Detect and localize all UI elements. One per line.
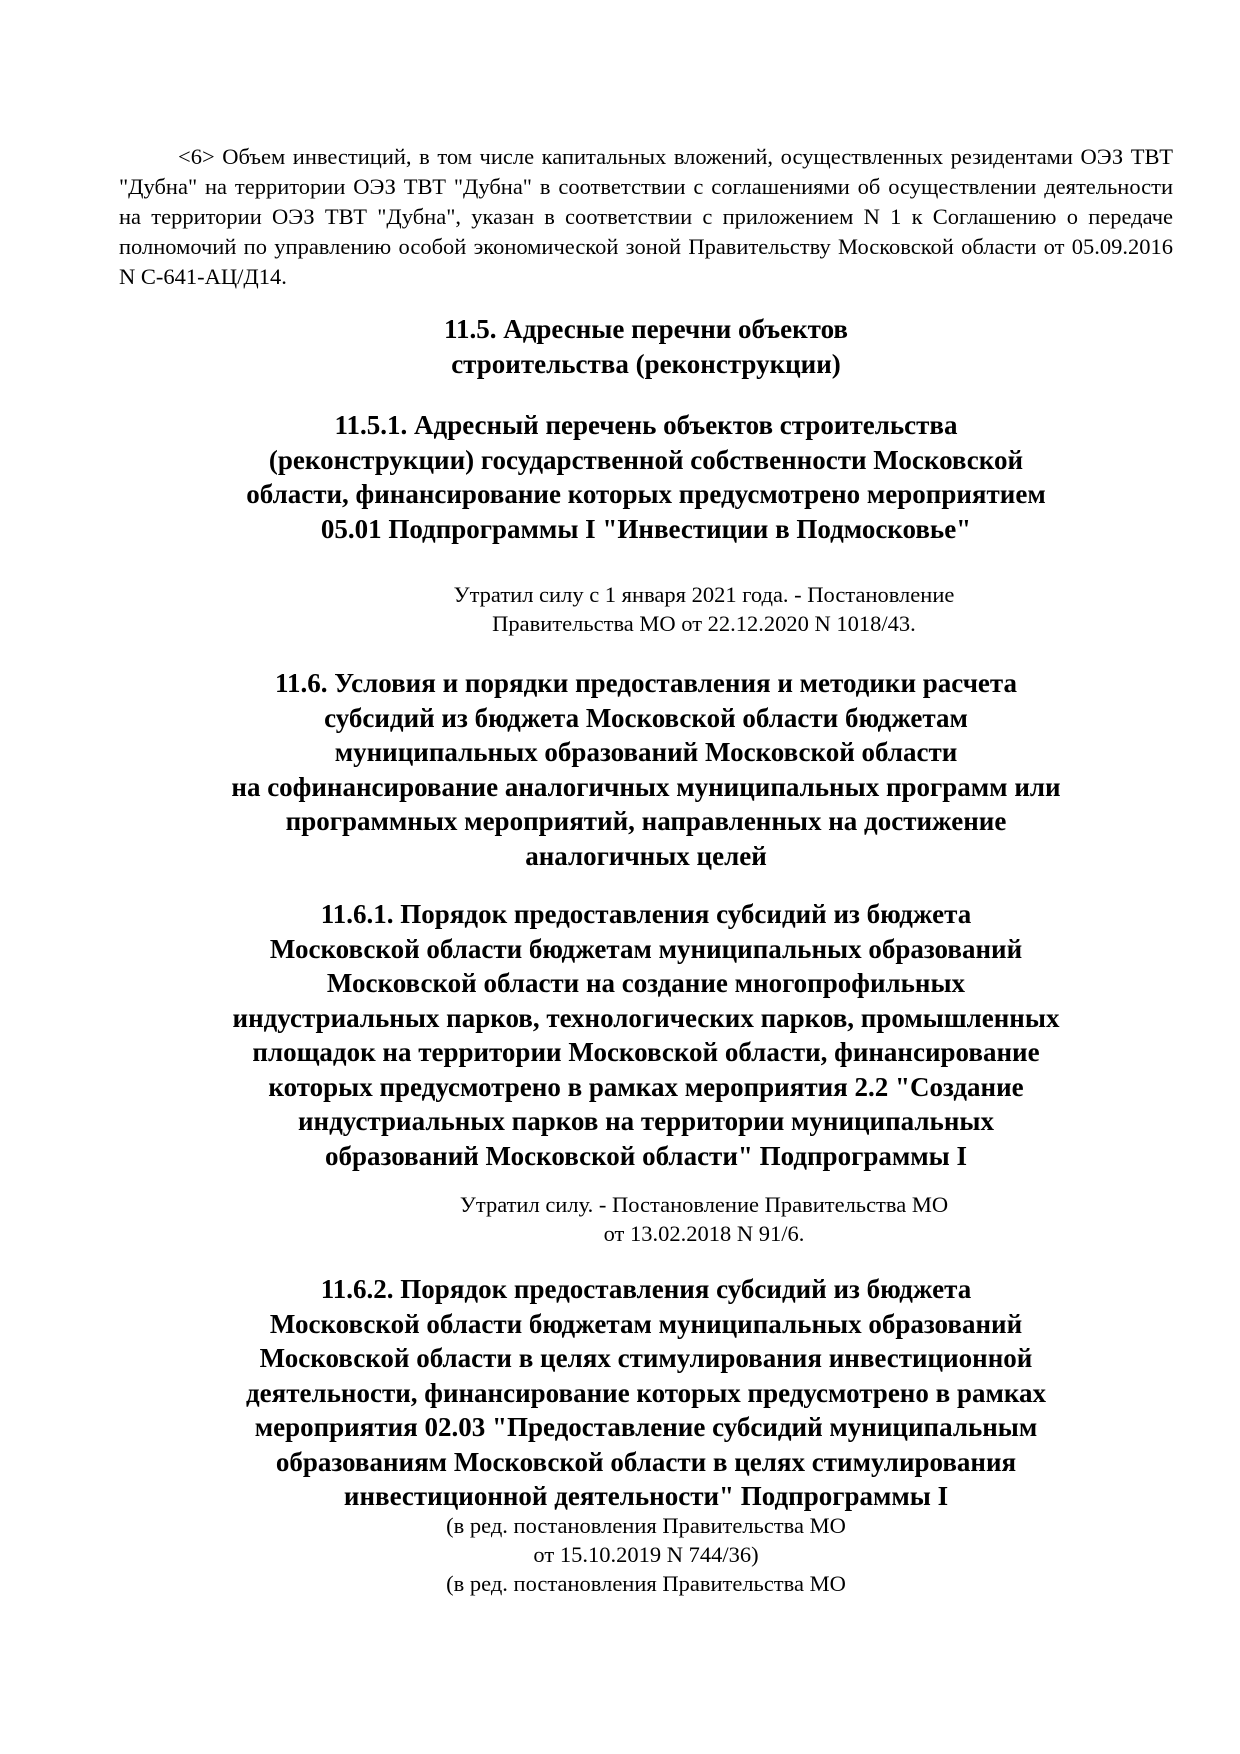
note-line: Утратил силу. - Постановление Правительства МО	[459, 1192, 949, 1217]
note-line: от 15.10.2019 N 744/36)	[533, 1542, 759, 1567]
heading-line: образований Московской области" Подпрограммы I	[325, 1140, 967, 1171]
heading-line: индустриальных парков, технологических парков, промышленных	[232, 1002, 1060, 1033]
heading-line: области, финансирование которых предусмотрено мероприятием	[246, 479, 1046, 509]
footnote-6: <6> Объем инвестиций, в том числе капитальных вложений, осуществленных резидентами ОЭЗ ТВТ "Дубна" на территории ОЭЗ ТВТ "Дубна" в соответствии с соглашениями об осуществлении деятельности на территории ОЭЗ ТВТ "Дубна", указан в соответствии с приложением N 1 к Соглашению о передаче полномочий по управлению особой экономической зоной Правительству Московской области от 05.09.2016 N С-641-АЦ/Д14.	[119, 144, 1173, 289]
heading-line: инвестиционной деятельности" Подпрограммы I	[343, 1481, 949, 1511]
heading-line: которых предусмотрено в рамках мероприятия 2.2 "Создание	[268, 1071, 1024, 1102]
heading-line: индустриальных парков на территории муниципальных	[298, 1106, 994, 1136]
heading-11-5-1	[119, 408, 1173, 546]
heading-line: 11.5. Адресные перечни объектов	[444, 314, 848, 344]
heading-line: программных мероприятий, направленных на достижение	[285, 806, 1007, 836]
heading-line: субсидий из бюджета Московской области бюджетам	[324, 702, 968, 733]
heading-11-6	[119, 666, 1173, 873]
heading-line: 11.5.1. Адресный перечень объектов строительства	[334, 410, 958, 440]
heading-line: мероприятия 02.03 "Предоставление субсидий муниципальным	[254, 1412, 1038, 1442]
heading-line: аналогичных целей	[525, 840, 767, 871]
heading-line: деятельности, финансирование которых предусмотрено в рамках	[245, 1377, 1047, 1408]
heading-line: площадок на территории Московской области, финансирование	[252, 1037, 1040, 1067]
note-line: Правительства МО от 22.12.2020 N 1018/43.	[492, 611, 916, 636]
repeal-note-11-6-1	[119, 1190, 1173, 1248]
heading-line: строительства (реконструкции)	[451, 348, 841, 379]
heading-line: муниципальных образований Московской области	[334, 737, 958, 767]
heading-11-5	[119, 312, 1173, 381]
heading-11-6-2	[119, 1272, 1173, 1514]
heading-line: 11.6. Условия и порядки предоставления и методики расчета	[274, 668, 1018, 698]
note-line: (в ред. постановления Правительства МО	[446, 1513, 846, 1538]
heading-line: 11.6.1. Порядок предоставления субсидий из бюджета	[320, 899, 972, 929]
amendment-note-11-6-2	[119, 1511, 1173, 1598]
heading-line: образованиям Московской области в целях стимулирования	[275, 1446, 1017, 1477]
heading-line: (реконструкции) государственной собственности Московской	[268, 444, 1024, 475]
heading-line: 11.6.2. Порядок предоставления субсидий из бюджета	[320, 1274, 972, 1304]
heading-11-6-1	[119, 897, 1173, 1173]
heading-line: на софинансирование аналогичных муниципальных программ или	[231, 771, 1061, 802]
note-line: Утратил силу с 1 января 2021 года. - Постановление	[453, 582, 955, 607]
heading-line: Московской области бюджетам муниципальных образований	[269, 1308, 1023, 1339]
heading-line: Московской области в целях стимулирования инвестиционной	[259, 1343, 1033, 1373]
note-line: от 13.02.2018 N 91/6.	[603, 1221, 805, 1246]
note-line: (в ред. постановления Правительства МО	[446, 1571, 846, 1596]
repeal-note-11-5-1	[119, 580, 1173, 638]
heading-line: Московской области на создание многопрофильных	[326, 968, 966, 998]
heading-line: Московской области бюджетам муниципальных образований	[269, 933, 1023, 964]
heading-line: 05.01 Подпрограммы I "Инвестиции в Подмосковье"	[320, 513, 972, 544]
